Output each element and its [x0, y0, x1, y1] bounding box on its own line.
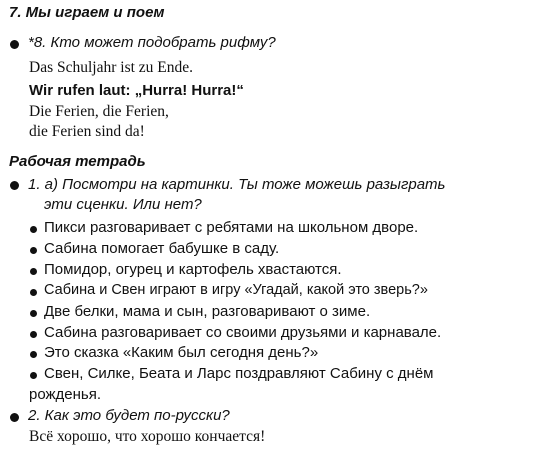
poem-line-2: Wir rufen laut: „Hurra! Hurra!“: [29, 82, 244, 99]
list-bullet-icon: [30, 310, 37, 317]
list-item: Свен, Силке, Беата и Ларс поздравляют Сабину с днём: [44, 365, 434, 382]
task8-label: *8. Кто может подобрать рифму?: [28, 34, 276, 51]
list-bullet-icon: [30, 289, 37, 296]
list-bullet-icon: [30, 247, 37, 254]
list-bullet-icon: [30, 226, 37, 233]
list-item: Сабина и Свен играют в игру «Угадай, какой это зверь?»: [44, 282, 428, 298]
list-item: Сабина разговаривает со своими друзьями и карнавале.: [44, 324, 442, 341]
workbook-heading: Рабочая тетрадь: [9, 153, 146, 170]
poem-line-3: Die Ferien, die Ferien,: [29, 103, 169, 120]
task1-label-line1: 1. а) Посмотри на картинки. Ты тоже можешь разыграть: [28, 176, 446, 193]
task-bullet-icon: [10, 413, 19, 422]
section-heading: 7. Мы играем и поем: [9, 4, 165, 21]
task2-label: 2. Как это будет по-русски?: [28, 407, 230, 424]
list-bullet-icon: [30, 372, 37, 379]
task2-answer: Всё хорошо, что хорошо кончается!: [29, 428, 266, 445]
list-bullet-icon: [30, 351, 37, 358]
list-item: Пикси разговаривает с ребятами на школьном дворе.: [44, 219, 419, 236]
list-item-continuation: рожденья.: [29, 386, 102, 403]
poem-line-1: Das Schuljahr ist zu Ende.: [29, 59, 194, 76]
list-item: Помидор, огурец и картофель хвастаются.: [44, 261, 342, 278]
task-bullet-icon: [10, 40, 19, 49]
list-bullet-icon: [30, 268, 37, 275]
list-item: Две белки, мама и сын, разговаривают о зиме.: [44, 303, 371, 320]
task-bullet-icon: [10, 181, 19, 190]
poem-line-4: die Ferien sind da!: [29, 123, 145, 140]
list-item: Это сказка «Каким был сегодня день?»: [44, 344, 319, 361]
list-item: Сабина помогает бабушке в саду.: [44, 240, 280, 257]
list-bullet-icon: [30, 331, 37, 338]
task1-label-line2: эти сценки. Или нет?: [44, 196, 202, 213]
